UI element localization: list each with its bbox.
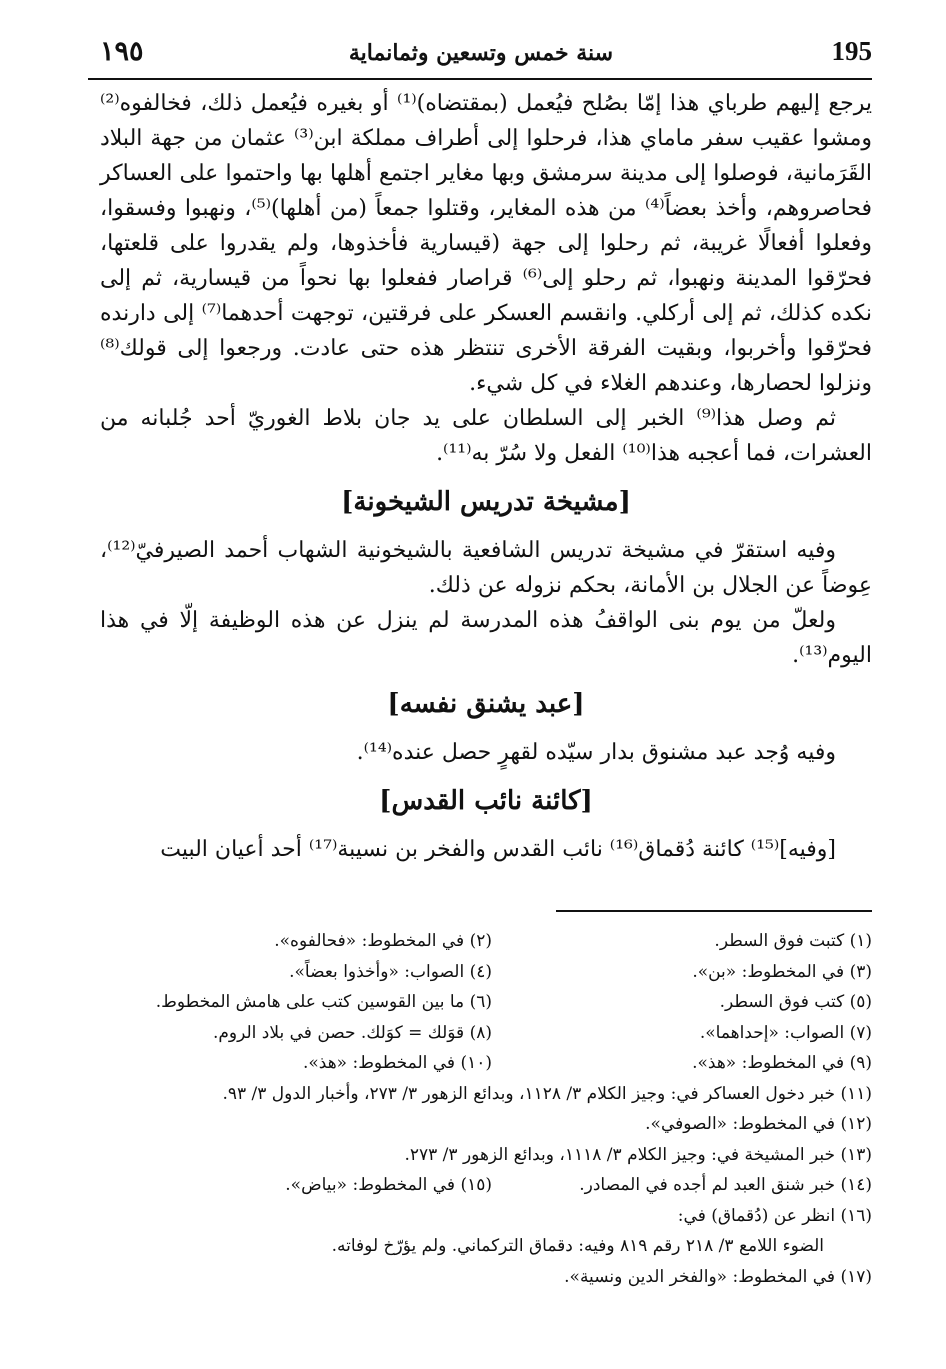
footnote-rule <box>556 910 872 912</box>
footnote-row <box>104 1018 872 1049</box>
paragraph: ثم وصل هذا⁽⁹⁾ الخبر إلى السلطان على يد جان بلاط الغوريّ أحد جُلبانه من العشرات، فما أعجبه هذا⁽¹⁰⁾ الفعل ولا سُرّ به⁽¹¹⁾. <box>100 406 872 466</box>
footnote: (١٢) في المخطوط: «الصوفي». <box>645 1114 872 1134</box>
footnote: (٩) في المخطوط: «هذ». <box>692 1053 872 1073</box>
section-heading: [عبد يشنق نفسه] <box>387 689 585 719</box>
page-header <box>90 34 872 74</box>
footnote: (٦) ما بين القوسين كتب على هامش المخطوط. <box>155 992 492 1012</box>
section-heading: [مشيخة تدريس الشيخونة] <box>341 487 631 517</box>
section-heading: [كائنة نائب القدس] <box>379 786 593 816</box>
footnote: (١٤) خبر شنق العبد لم أجده في المصادر. <box>579 1175 872 1195</box>
footnote-row <box>104 1170 872 1201</box>
header-rule <box>88 78 872 80</box>
footnote: (١١) خبر دخول العساكر في: وجيز الكلام ٣/ ١١٢٨، وبدائع الزهور ٣/ ٢٧٣، وأخبار الدول ٣/ ٩٣. <box>222 1083 872 1104</box>
footnote: (١٥) في المخطوط: «بياض». <box>285 1175 492 1195</box>
footnote-row <box>104 926 872 957</box>
page-number: 195 <box>831 36 872 66</box>
footnotes <box>104 926 872 1292</box>
page-number-arabic: ١٩٥ <box>100 36 144 67</box>
main-text <box>100 86 872 867</box>
footnote-continuation: الضوء اللامع ٣/ ٢١٨ رقم ٨١٩ وفيه: دقماق التركماني. ولم يؤرّخ لوفاته. <box>331 1236 824 1256</box>
paragraph: ولعلّ من يوم بنى الواقفُ هذه المدرسة لم ينزل عن هذه الوظيفة إلّا في هذا اليوم⁽¹³⁾. <box>100 608 872 668</box>
footnote: (٢) في المخطوط: «فحالفوه». <box>274 931 492 951</box>
footnote: (١٠) في المخطوط: «هذ». <box>302 1053 492 1073</box>
footnote: (٨) قوَلك = كوَلك. حصن في بلاد الروم. <box>212 1022 492 1043</box>
footnote: (٣) في المخطوط: «بن». <box>692 961 872 982</box>
footnote: (١) كتبت فوق السطر. <box>714 931 872 951</box>
footnote-row <box>104 1048 872 1079</box>
paragraph: [وفيه]⁽¹⁵⁾ كائنة دُقماق⁽¹⁶⁾ نائب القدس والفخر بن نسيبة⁽¹⁷⁾ أحد أعيان البيت <box>160 837 836 862</box>
footnote-row <box>104 987 872 1018</box>
paragraph: يرجع إليهم طرباي هذا إمّا بصُلح فيُعمل (بمقتضاه)⁽¹⁾ أو بغيره فيُعمل ذلك، فخالفوه⁽²⁾ ومشوا عقيب سفر ماماي هذا، فرحلوا إلى أطراف مملكة ابن⁽³⁾ عثمان من جهة البلاد القَرَمانية، فوصلوا إلى مدينة سرمشق وبها مغاير اجتمع أهلها بها واحتموا على العساكر فحاصروهم، وأخذ بعضاً⁽⁴⁾ من هذه المغاير، وقتلوا جمعاً (من أهلها)⁽⁵⁾، ونهبوا وفسقوا، وفعلوا أفعالًا غريبة، ثم رحلوا إلى جهة (قيسارية فأخذوها، ولم يقدروا على قلعتها، فحرّقوا المدينة ونهبوا، ثم رحلو إلى⁽⁶⁾ قراصار ففعلوا بها نحواً من قيسارية، ثم إلى نكده كذلك، ثم إلى أركلي. وانقسم العسكر على فرقتين، توجهت أحدهما⁽⁷⁾ إلى دارنده فحرّقوا وأخربوا، وبقيت الفرقة الأخرى تنتظر هذه حتى عادت. ورجعوا إلى قولك⁽⁸⁾ ونزلوا لحصارها، وعندهم الغلاء في كل شيء. <box>100 91 872 396</box>
paragraph: وفيه وُجد عبد مشنوق بدار سيّده لقهرٍ حصل عنده⁽¹⁴⁾. <box>356 740 836 765</box>
footnote: (٥) كتب فوق السطر. <box>719 992 872 1012</box>
footnote: (٤) الصواب: «وأخذوا بعضاً». <box>289 961 492 982</box>
footnote: (٧) الصواب: «إحداهما». <box>699 1022 872 1043</box>
footnote-row <box>104 957 872 988</box>
footnote: (١٦) انظر عن (دُقماق) في: <box>677 1205 872 1226</box>
footnote: (١٣) خبر المشيخة في: وجيز الكلام ٣/ ١١١٨، وبدائع الزهور ٣/ ٢٧٣. <box>404 1144 872 1165</box>
running-title: سنة خمس وتسعين وثمانماية <box>348 40 614 66</box>
paragraph: وفيه استقرّ في مشيخة تدريس الشافعية بالشيخونية الشهاب أحمد الصيرفيّ⁽¹²⁾، عِوضاً عن الجلال بن الأمانة، بحكم نزوله عن ذلك. <box>100 538 872 598</box>
footnote: (١٧) في المخطوط: «والفخر الدين ونسية». <box>564 1266 872 1287</box>
